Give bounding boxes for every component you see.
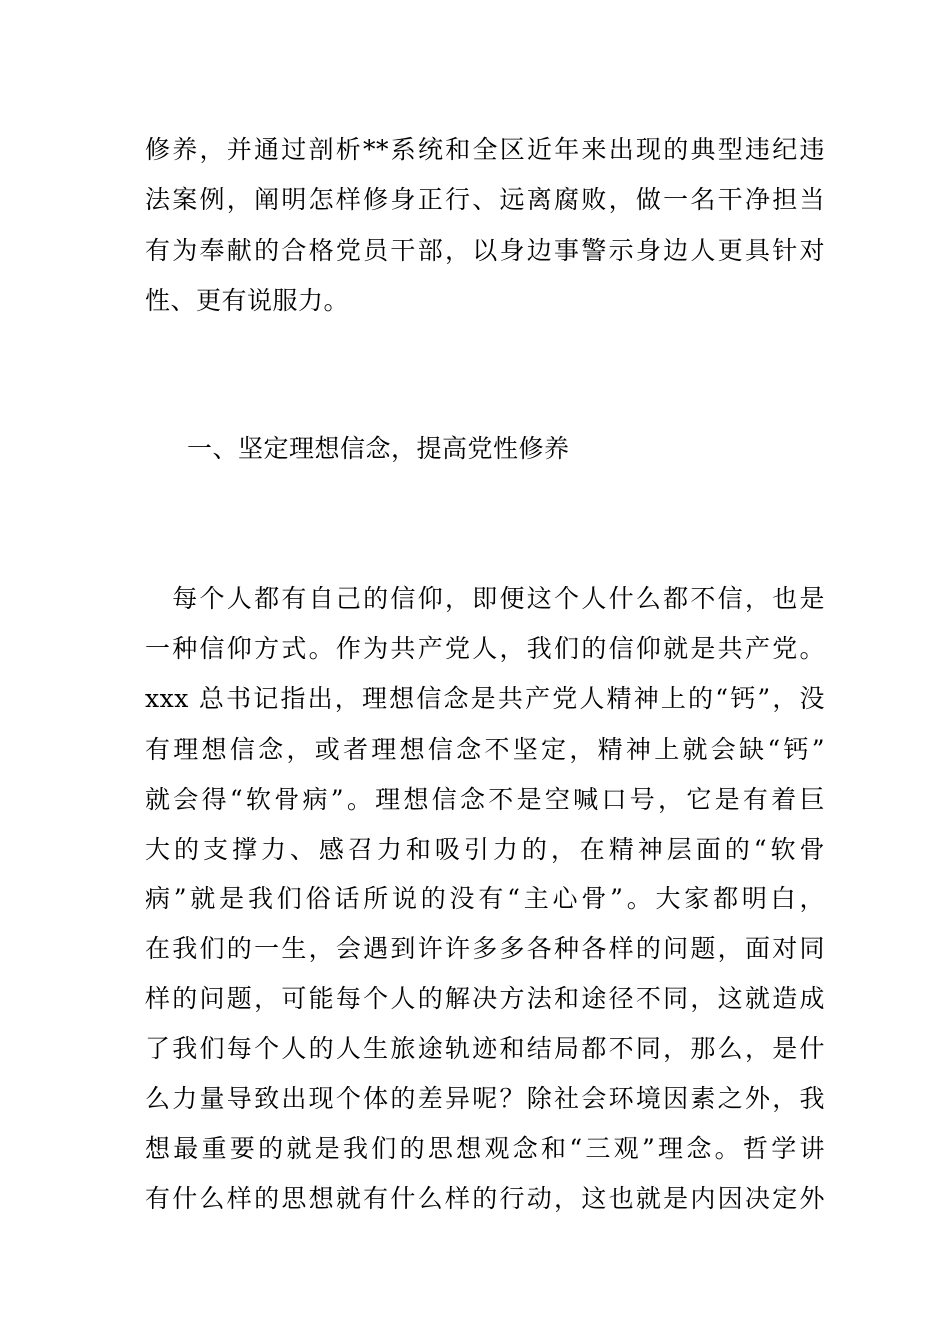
body-line-6: 大的支撑力、感召力和吸引力的，在精神层面的“软骨 (145, 835, 825, 864)
intro-line-1: 修养，并通过剖析**系统和全区近年来出现的典型违纪违 (145, 135, 825, 164)
body-line-4: 有理想信念，或者理想信念不坚定，精神上就会缺“钙” (145, 735, 825, 764)
body-line-8: 在我们的一生，会遇到许许多多各种各样的问题，面对同 (145, 934, 825, 963)
body-line-11: 么力量导致出现个体的差异呢？除社会环境因素之外，我 (145, 1084, 825, 1113)
body-line-12: 想最重要的就是我们的思想观念和“三观”理念。哲学讲 (145, 1134, 825, 1163)
intro-line-4: 性、更有说服力。 (145, 286, 350, 315)
body-line-2: 一种信仰方式。作为共产党人，我们的信仰就是共产党。 (145, 634, 825, 663)
intro-line-3: 有为奉献的合格党员干部，以身边事警示身边人更具针对 (145, 236, 825, 265)
body-line-10: 了我们每个人的人生旅途轨迹和结局都不同，那么，是什 (145, 1034, 825, 1063)
body-line-7: 病”就是我们俗话所说的没有“主心骨”。大家都明白， (145, 884, 825, 913)
body-line-5: 就会得“软骨病”。理想信念不是空喊口号，它是有着巨 (145, 785, 825, 814)
body-line-9: 样的问题，可能每个人的解决方法和途径不同，这就造成 (145, 984, 825, 1013)
body-line-13: 有什么样的思想就有什么样的行动，这也就是内因决定外 (145, 1184, 825, 1213)
section-heading: 一、坚定理想信念，提高党性修养 (187, 434, 570, 463)
body-line-1: 每个人都有自己的信仰，即便这个人什么都不信，也是 (145, 584, 825, 613)
body-line-3: xxx 总书记指出，理想信念是共产党人精神上的“钙”，没 (145, 684, 825, 713)
intro-line-2: 法案例，阐明怎样修身正行、远离腐败，做一名干净担当 (145, 185, 825, 214)
